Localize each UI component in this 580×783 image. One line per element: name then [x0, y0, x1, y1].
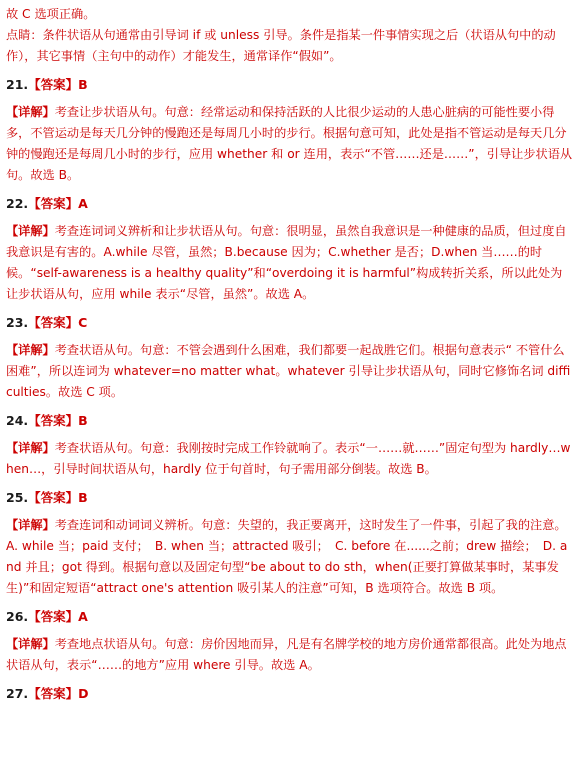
- detail-paragraph-25: 【详解】考查连词和动词词义辨析。句意：失望的，我正要离开，这时发生了一件事，引起了我的注意。A. while 当；paid 支付； B. when 当；attracted 吸引； C. before 在......之前；drew 描绘； D. and 并且；got 得到。根据句意以及固定句型“be about to do sth，when(正要打算做某事时，某事发生)”和固定短语“attract one's attention 吸引某人的注意”可知，B 选项符合。故选 B 项。: [6, 518, 568, 595]
- answer-line-27: 27.【答案】D: [6, 686, 89, 701]
- answer-line-23: 23.【答案】C: [6, 315, 88, 330]
- intro-line: 故 C 选项正确。: [6, 7, 96, 21]
- answer-line-26: 26.【答案】A: [6, 609, 88, 624]
- answer-line-25: 25.【答案】B: [6, 490, 88, 505]
- answer-line-21: 21.【答案】B: [6, 77, 88, 92]
- detail-paragraph-26: 【详解】考查地点状语从句。句意：房价因地而异，凡是有名牌学校的地方房价通常都很高。此处为地点状语从句，表示“……的地方”应用 where 引导。故选 A。: [6, 637, 567, 672]
- tip-paragraph: 点睛：条件状语从句通常由引导词 if 或 unless 引导。条件是指某一件事情实现之后（状语从句中的动作），其它事情（主句中的动作）才能发生，通常译作“假如”。: [6, 28, 556, 63]
- answer-line-24: 24.【答案】B: [6, 413, 88, 428]
- detail-paragraph-24: 【详解】考查状语从句。句意：我刚按时完成工作铃就响了。表示“一……就……”固定句型为 hardly…when…，引导时间状语从句，hardly 位于句首时，句子需用部分倒装。故选 B。: [6, 441, 571, 476]
- detail-paragraph-21: 【详解】考查让步状语从句。句意：经常运动和保持活跃的人比很少运动的人患心脏病的可能性要小得多，不管运动是每天几分钟的慢跑还是每周几小时的步行。根据句意可知，此处是指不管运动是每天几分钟的慢跑还是每周几小时的步行，应用 whether 和 or 连用，表示“不管……还是……”，引导让步状语从句。故选 B。: [6, 105, 573, 182]
- detail-paragraph-22: 【详解】考查连词词义辨析和让步状语从句。句意：很明显，虽然自我意识是一种健康的品质，但过度自我意识是有害的。A.while 尽管，虽然；B.because 因为；C.whether 是否；D.when 当……的时候。“self-awareness is a healthy quality”和“overdoing it is harmful”构成转折关系，所以此处为让步状语从句，应用 while 表示“尽管，虽然”。故选 A。: [6, 224, 567, 301]
- answer-line-22: 22.【答案】A: [6, 196, 88, 211]
- detail-paragraph-23: 【详解】考查状语从句。句意：不管会遇到什么困难，我们都要一起战胜它们。根据句意表示“ 不管什么困难”，所以连词为 whatever=no matter what。whatever 引导让步状语从句，同时它修饰名词 difficulties。故选 C 项。: [6, 343, 571, 399]
